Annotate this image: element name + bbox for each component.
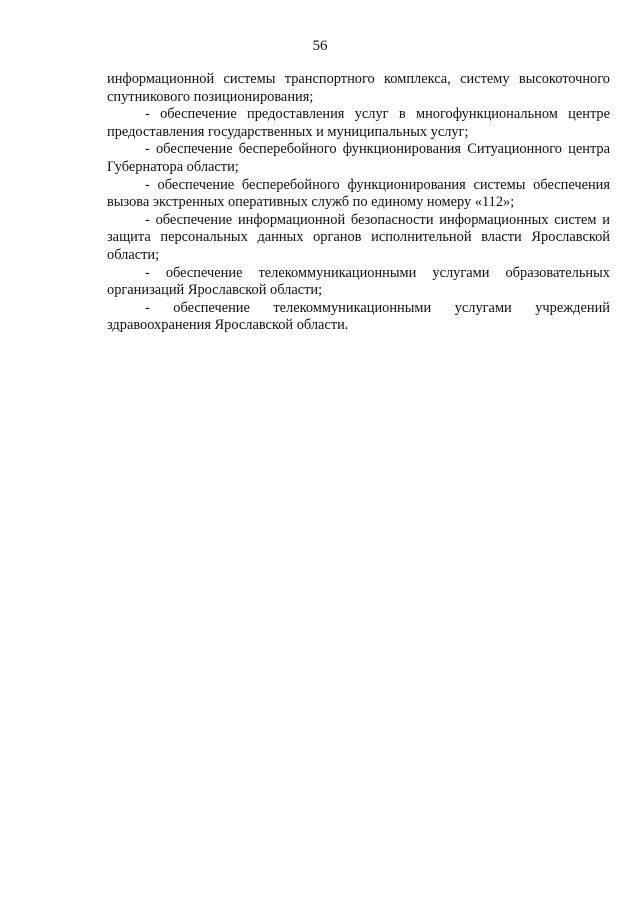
page-number: 56: [312, 38, 328, 54]
list-item-healthcare-telecom: - обеспечение телекоммуникационными услугами учреждений здравоохранения Ярославской области.: [107, 299, 610, 334]
document-body: [107, 71, 610, 335]
list-item-information-security: - обеспечение информационной безопасности информационных систем и защита персональных данных органов исполнительной власти Ярославской области;: [107, 211, 610, 263]
list-item-situation-center: - обеспечение бесперебойного функционирования Ситуационного центра Губернатора области;: [107, 141, 610, 175]
list-item-education-telecom: - обеспечение телекоммуникационными услугами образовательных организаций Ярославской области;: [107, 264, 610, 299]
paragraph-continuation: информационной системы транспортного комплекса, систему высокоточного спутникового позиционирования;: [107, 71, 610, 105]
list-item-emergency-112: - обеспечение бесперебойного функционирования системы обеспечения вызова экстренных оперативных служб по единому номеру «112»;: [107, 176, 610, 211]
list-item-mfc-services: - обеспечение предоставления услуг в многофункциональном центре предоставления государственных и муниципальных услуг;: [107, 106, 610, 140]
